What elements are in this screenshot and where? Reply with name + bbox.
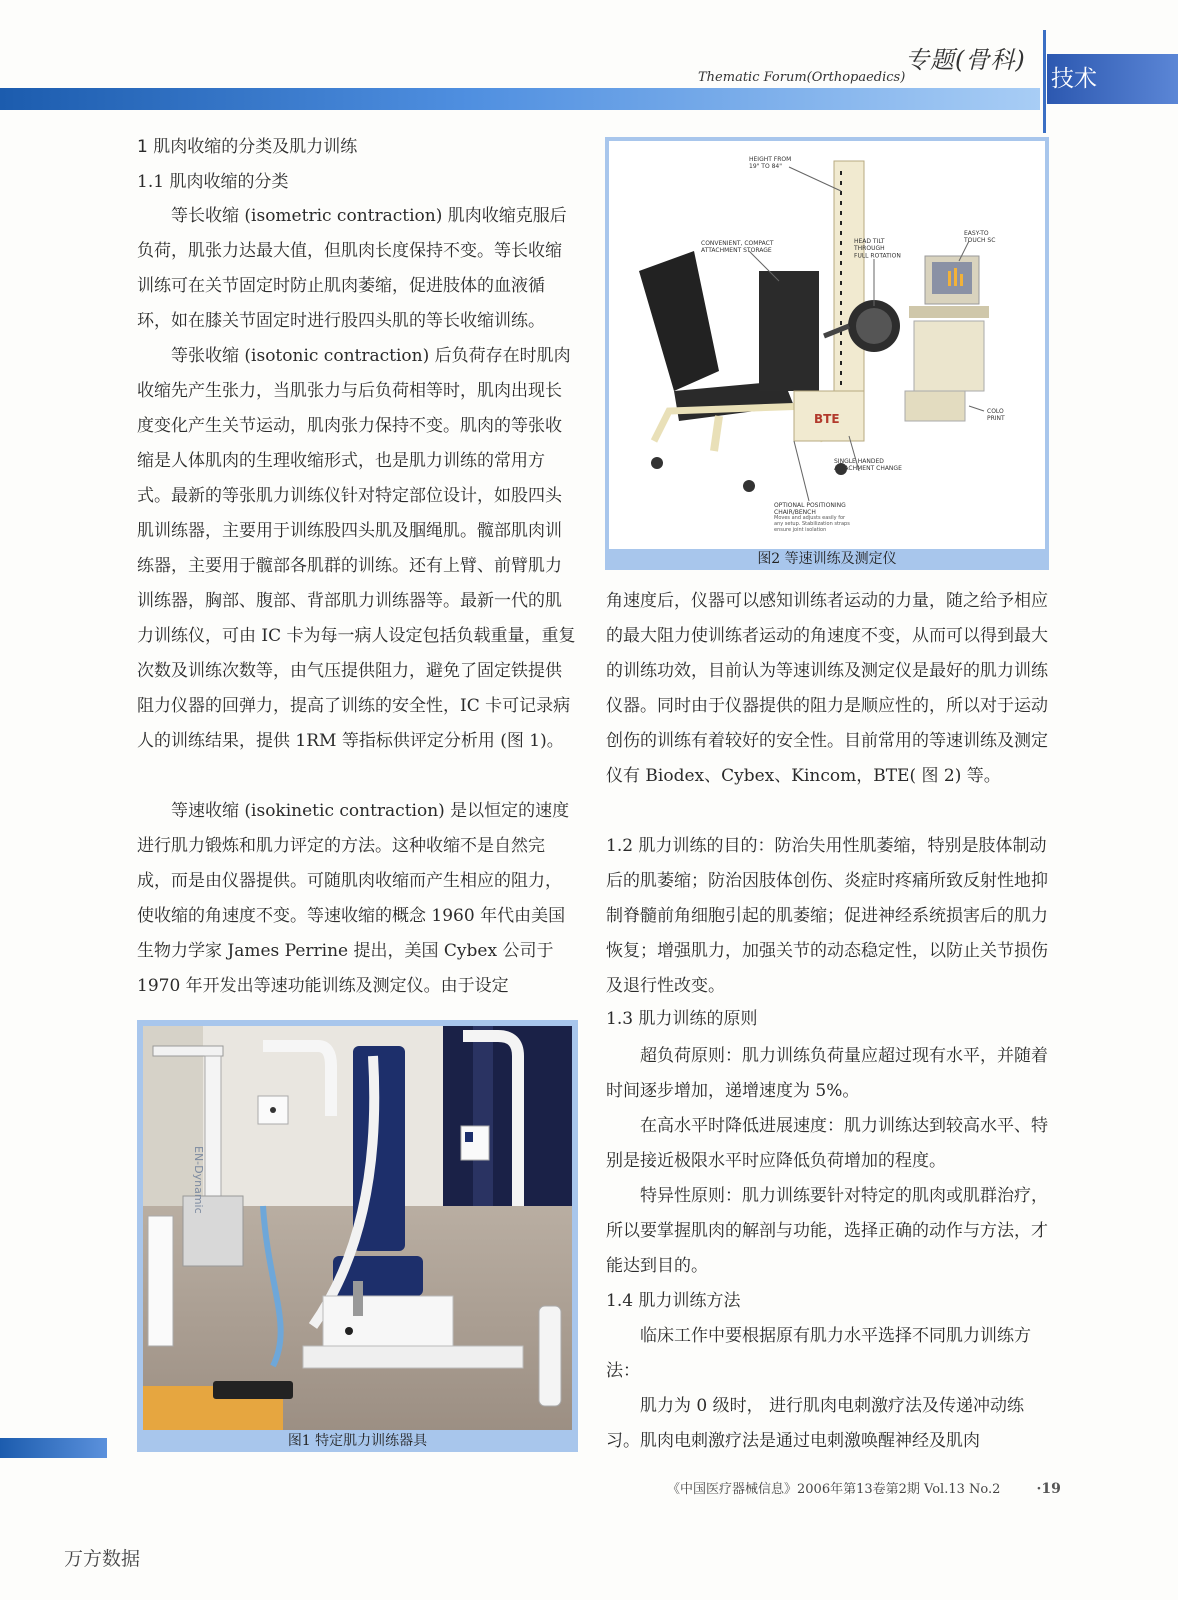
page-number: ·19 [1036,1481,1061,1497]
subheading-1-3: 1.3 肌力训练的原则 [606,1009,758,1029]
category-tab: 技术 [1047,54,1178,104]
figure-1-caption: 图1 特定肌力训练器具 [287,1433,428,1449]
figure-2-caption: 图2 等速训练及测定仪 [757,551,897,567]
para-specificity-principle: 特异性原则：肌力训练要针对特定的肌肉或肌群治疗，所以要掌握肌肉的解剖与功能，选择正确的动作与方法，才能达到目的。 [606,1186,1048,1276]
callout-attachment-change: SINGLE HANDED ATTACHMENT CHANGE [834,458,902,473]
para-isometric: 等长收缩 (isometric contraction) 肌肉收缩克服后负荷，肌张力达最大值，但肌肉长度保持不变。等长收缩训练可在关节固定时防止肌肉萎缩，促进肢体的血液循环，如在膝关节固定时进行股四头肌的等长收缩训练。 [137,206,567,331]
para-training-purpose: 1.2 肌力训练的目的：防治失用性肌萎缩，特别是肢体制动后的肌萎缩；防治因肢体创伤、炎症时疼痛所致反射性地抑制脊髓前角细胞引起的肌萎缩；促进神经系统损害后的肌力恢复；增强肌力，加强关节的动态稳定性，以防止关节损伤及退行性改变。 [606,836,1048,996]
para-grade-0: 肌力为 0 级时， 进行肌肉电刺激疗法及传递冲动练习。肌肉电刺激疗法是通过电刺激唤醒神经及肌肉 [606,1396,1025,1451]
para-overload-principle: 超负荷原则：肌力训练负荷量应超过现有水平，并随着时间逐步增加，递增速度为 5%。 [606,1046,1048,1101]
para-isotonic: 等张收缩 (isotonic contraction) 后负荷存在时肌肉收缩先产生张力，当肌张力与后负荷相等时，肌肉出现长度变化产生关节运动，肌肉张力保持不变。肌肉的等张收缩是人体肌肉的生理收缩形式，也是肌力训练的常用方式。最新的等张肌力训练仪针对特定部位设计，如股四头肌训练器，主要用于训练股四头肌及腘绳肌。髋部肌肉训练器，主要用于髋部各肌群的训练。还有上臂、前臂肌力训练器，胸部、腹部、背部肌力训练器等。最新一代的肌力训练仪，可由 IC 卡为每一病人设定包括负载重量，重复次数及训练次数等，由气压提供阻力，避免了固定铁提供阻力仪器的回弹力，提高了训练的安全性，IC 卡可记录病人的训练结果，提供 1RM 等指标供评定分析用 (图 1)。 [137,346,576,751]
header-divider [1043,30,1046,133]
para-slow-progression: 在高水平时降低进展速度：肌力训练达到较高水平、特别是接近极限水平时应降低负荷增加的程度。 [606,1116,1048,1171]
journal-footer [667,1478,1061,1497]
callout-chair-note: Moves and adjusts easily for any setup. Stabilization straps ensure joint isolation [774,515,850,533]
figure-2-image [609,141,1045,549]
figure-1 [137,1020,578,1452]
callout-height: HEIGHT FROM 19" TO 84" [749,156,792,171]
header-band [0,88,1040,110]
subheading-1-4: 1.4 肌力训练方法 [606,1291,741,1311]
para-isokinetic: 等速收缩 (isokinetic contraction) 是以恒定的速度进行肌力锻炼和肌力评定的方法。这种收缩不是自然完成，而是由仪器提供。可随肌肉收缩而产生相应的阻力，使收缩的角速度不变。等速收缩的概念 1960 年代由美国生物力学家 James Perrine 提出，美国 Cybex 公司于 1970 年开发出等速功能训练及测定仪。由于设定 [137,801,570,996]
footer-band [0,1438,107,1458]
callout-color-print: COLO PRINT [987,408,1005,423]
figure-2 [605,137,1049,570]
section-title-en: Thematic Forum(Orthopaedics) [698,70,906,85]
para-isokinetic-continued: 角速度后，仪器可以感知训练者运动的力量，随之给予相应的最大阻力使训练者运动的角速度不变，从而可以得到最大的训练功效，目前认为等速训练及测定仪是最好的肌力训练仪器。同时由于仪器提供的阻力是顺应性的，所以对于运动创伤的训练有着较好的安全性。目前常用的等速训练及测定仪有 Biodex、Cybex、Kincom，BTE( 图 2) 等。 [606,591,1048,786]
callout-chair-bench: OPTIONAL POSITIONING CHAIR/BENCH [774,502,846,517]
section-heading-1: 1 肌肉收缩的分类及肌力训练 [137,137,358,157]
callout-touch-screen: EASY-TO TOUCH SC [964,230,996,245]
brand-logo: BTE [814,412,840,426]
journal-citation: 《中国医疗器械信息》2006年第13卷第2期 Vol.13 No.2 [667,1482,1001,1497]
subheading-1-1: 1.1 肌肉收缩的分类 [137,172,289,192]
para-methods-intro: 临床工作中要根据原有肌力水平选择不同肌力训练方法： [606,1326,1031,1381]
callout-storage: CONVENIENT, COMPACT ATTACHMENT STORAGE [701,240,774,255]
source-watermark: 万方数据 [64,1548,141,1570]
figure-1-image [143,1026,572,1430]
section-title-cn: 专题(骨科) [905,46,1026,74]
callout-head-tilt: HEAD TILT THROUGH FULL ROTATION [854,238,901,260]
machine-logo-text: EN-Dynamic [192,1146,205,1214]
